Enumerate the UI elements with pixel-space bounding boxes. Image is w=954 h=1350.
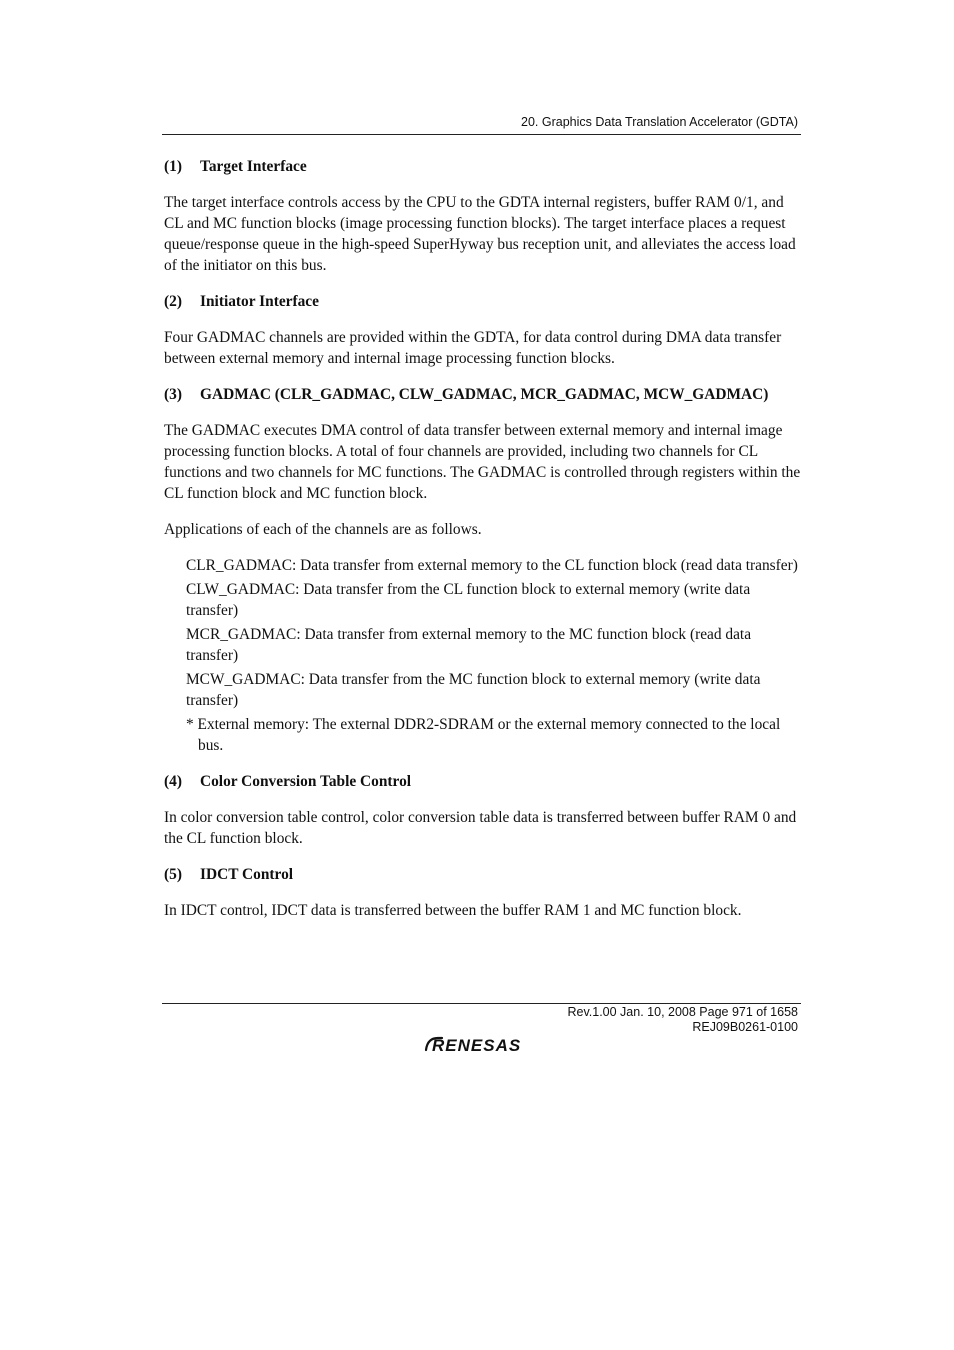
section-number: (3) (164, 386, 182, 403)
logo-text: RENESAS (432, 1036, 522, 1054)
list-item: CLR_GADMAC: Data transfer from external memory to the CL function block (read data transfer) (186, 557, 798, 574)
list-item: CLW_GADMAC: Data transfer from the CL function block to external memory (write data transfer) (186, 581, 751, 619)
section-heading-3 (164, 384, 804, 405)
paragraph: The target interface controls access by the CPU to the GDTA internal registers, buffer RAM 0/1, and CL and MC function blocks (image processing function blocks). The target interface places a request queue/response queue in the high-speed SuperHyway bus reception unit, and alleviates the access load of the initiator on this bus. (164, 194, 796, 274)
footnote: * External memory: The external DDR2-SDRAM or the external memory connected to the local bus. (186, 716, 781, 754)
section-number: (1) (164, 158, 182, 175)
list-item: MCW_GADMAC: Data transfer from the MC function block to external memory (write data transfer) (186, 671, 761, 709)
section-title: Color Conversion Table Control (200, 773, 412, 790)
section-number: (2) (164, 293, 182, 310)
running-head: 20. Graphics Data Translation Accelerator (GDTA) (521, 115, 798, 129)
section-number: (5) (164, 866, 182, 883)
footer-rule (162, 1003, 801, 1004)
channel-list (186, 555, 804, 756)
paragraph: Four GADMAC channels are provided within the GDTA, for data control during DMA data transfer between external memory and internal image processing function blocks. (164, 329, 782, 367)
document-number: REJ09B0261-0100 (692, 1020, 798, 1034)
section-title: GADMAC (CLR_GADMAC, CLW_GADMAC, MCR_GADMAC, MCW_GADMAC) (200, 386, 769, 403)
section-heading-2 (164, 291, 804, 312)
footer-info (520, 1005, 798, 1035)
header-rule (162, 134, 801, 135)
section-heading-5 (164, 864, 804, 885)
paragraph: In color conversion table control, color conversion table data is transferred between buffer RAM 0 and the CL function block. (164, 809, 797, 847)
revision-line: Rev.1.00 Jan. 10, 2008 Page 971 of 1658 (567, 1005, 798, 1019)
section-number: (4) (164, 773, 182, 790)
paragraph: Applications of each of the channels are as follows. (164, 521, 482, 538)
section-title: IDCT Control (200, 866, 294, 883)
section-title: Initiator Interface (200, 293, 319, 310)
paragraph: The GADMAC executes DMA control of data transfer between external memory and internal image processing function blocks. A total of four channels are provided, including two channels for CL functions and two channels for MC functions. The GADMAC is controlled through registers within the CL function block and MC function block. (164, 422, 801, 502)
page-content (164, 156, 804, 936)
section-title: Target Interface (200, 158, 307, 175)
renesas-logo (424, 1034, 542, 1054)
list-item: MCR_GADMAC: Data transfer from external memory to the MC function block (read data transfer) (186, 626, 752, 664)
section-heading-4 (164, 771, 804, 792)
paragraph: In IDCT control, IDCT data is transferred between the buffer RAM 1 and MC function block. (164, 902, 742, 919)
section-heading-1 (164, 156, 804, 177)
